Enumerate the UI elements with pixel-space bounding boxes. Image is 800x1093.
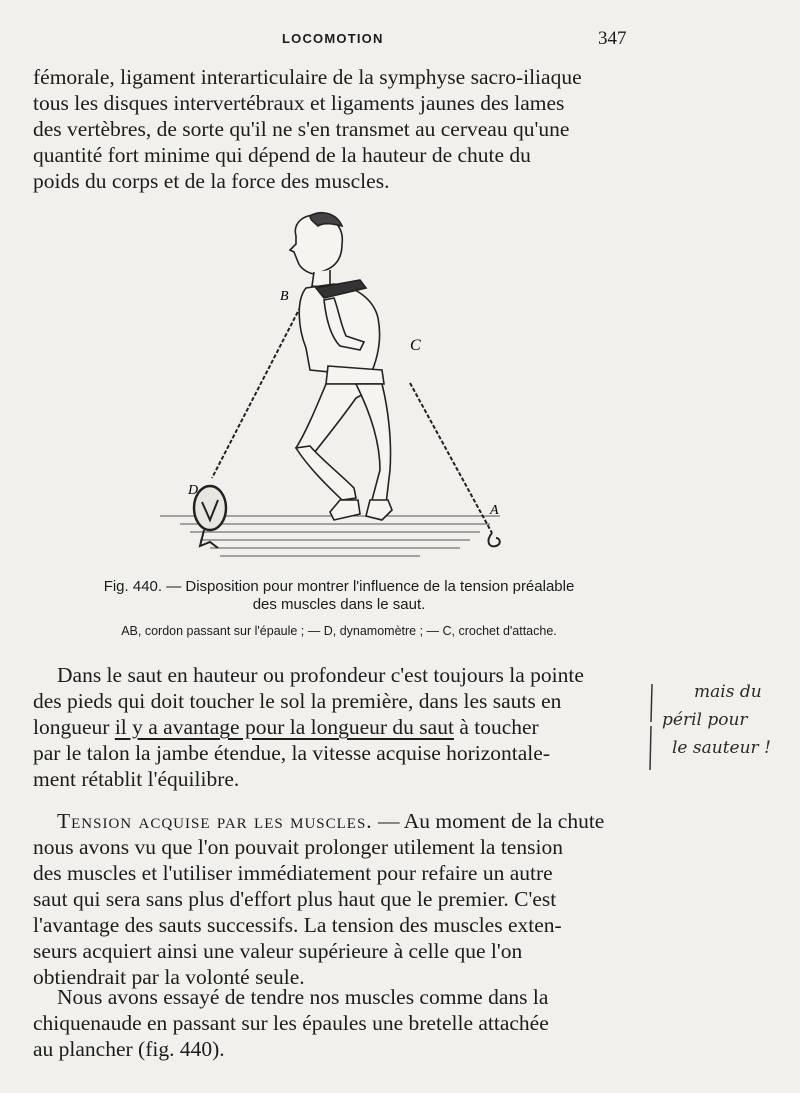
- text-line: Nous avons essayé de tendre nos muscles comme dans la: [57, 985, 549, 1009]
- handwritten-margin-note: [654, 678, 800, 788]
- underlined-phrase: il y a avantage pour la longueur du saut: [114, 715, 454, 739]
- text-line: des pieds qui doit toucher le sol la première, dans les sauts en: [33, 689, 562, 713]
- note-line: mais du: [694, 682, 762, 702]
- text-line: chiquenaude en passant sur les épaules une bretelle attachée: [33, 1011, 549, 1035]
- text-line: quantité fort minime qui dépend de la hauteur de chute du: [33, 143, 531, 167]
- paragraph-continuation: [33, 64, 645, 194]
- text-line: ment rétablit l'équilibre.: [33, 767, 240, 791]
- text-line: poids du corps et de la force des muscles.: [33, 169, 390, 193]
- label-c: C: [410, 337, 421, 354]
- man-figure: [290, 213, 392, 520]
- text-line: des vertèbres, de sorte qu'il ne s'en transmet au cerveau qu'une: [33, 117, 570, 141]
- paragraph-saut: [33, 662, 645, 792]
- note-line: péril pour: [662, 710, 748, 730]
- cord-ab-back: [212, 296, 306, 478]
- text-line: obtiendrait par la volonté seule.: [33, 965, 305, 989]
- text-line: saut qui sera sans plus d'effort plus haut que le premier. C'est: [33, 887, 557, 911]
- text-line: au plancher (fig. 440).: [33, 1037, 225, 1061]
- text-fragment: à toucher: [453, 715, 539, 739]
- caption-line: des muscles dans le saut.: [252, 596, 426, 613]
- running-title: LOCOMOTION: [282, 31, 384, 46]
- text-line: nous avons vu que l'on pouvait prolonger utilement la tension: [33, 835, 563, 859]
- page-number: 347: [598, 28, 627, 49]
- running-header: [0, 28, 800, 52]
- text-line: seurs acquiert ainsi une valeur supérieure à celle que l'on: [33, 939, 523, 963]
- dynamometer: [194, 486, 226, 548]
- text-line: des muscles et l'utiliser immédiatement pour refaire un autre: [33, 861, 553, 885]
- paragraph-tension: [33, 808, 645, 990]
- cord-c-front: [410, 383, 492, 533]
- text-line: l'avantage des sauts successifs. La tension des muscles exten-: [33, 913, 562, 937]
- text-line: Dans le saut en hauteur ou profondeur c'est toujours la pointe: [57, 663, 584, 687]
- text-line: par le talon la jambe étendue, la vitesse acquise horizontale-: [33, 741, 550, 765]
- text-fragment: — Au moment de la chute: [372, 809, 605, 833]
- text-line: fémorale, ligament interarticulaire de la symphyse sacro-iliaque: [33, 65, 582, 89]
- caption-line: Fig. 440. — Disposition pour montrer l'influence de la tension préalable: [103, 578, 575, 595]
- label-a: A: [490, 503, 499, 518]
- figure-440-illustration: [120, 208, 550, 568]
- text-fragment: longueur: [33, 715, 115, 739]
- figure-legend: AB, cordon passant sur l'épaule ; — D, dynamomètre ; — C, crochet d'attache.: [121, 624, 557, 638]
- figure-caption: [33, 578, 645, 614]
- paragraph-bretelle: [33, 984, 645, 1062]
- label-d: D: [188, 483, 199, 498]
- section-heading: Tension acquise par les muscles.: [57, 809, 373, 833]
- jumper-engraving: [120, 208, 550, 568]
- floor-hook: [489, 533, 500, 546]
- note-line: le sauteur !: [672, 738, 771, 758]
- text-line: tous les disques intervertébraux et ligaments jaunes des lames: [33, 91, 565, 115]
- text-line: [33, 808, 645, 834]
- text-line: [33, 714, 645, 740]
- label-b: B: [280, 289, 289, 304]
